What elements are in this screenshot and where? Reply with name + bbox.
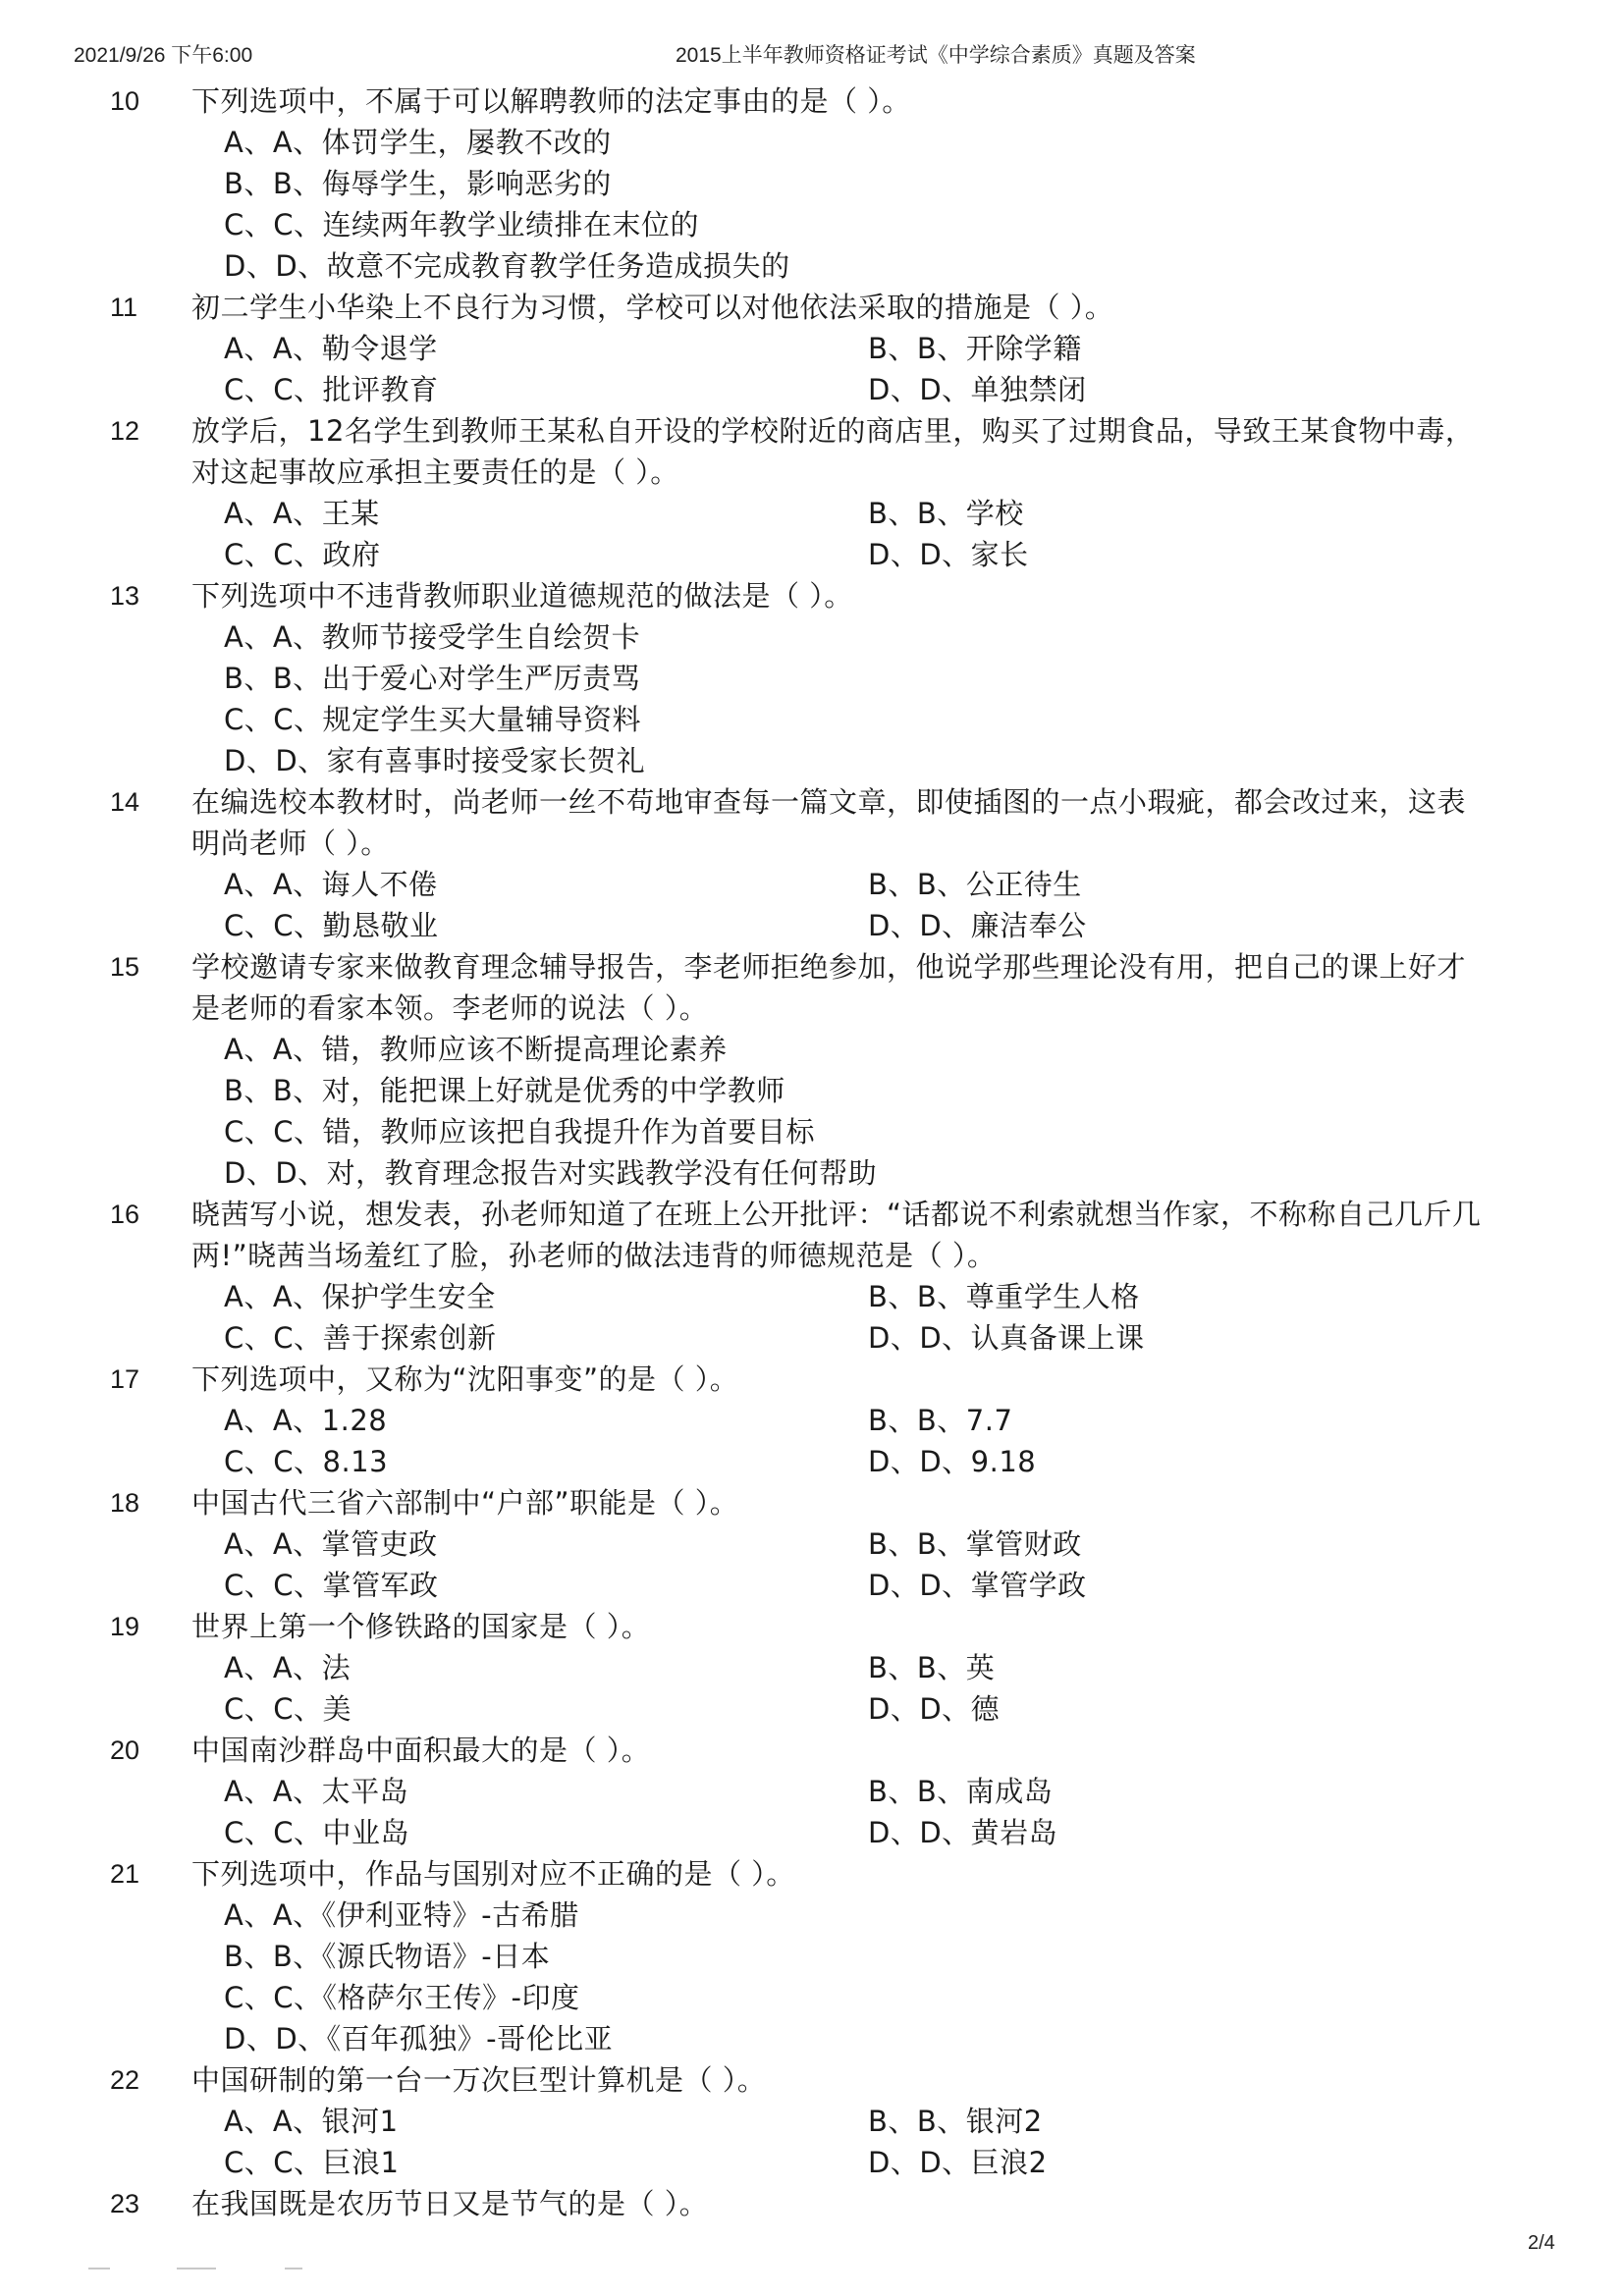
option-row	[0, 1647, 1624, 1688]
question-stem-line	[0, 1359, 1624, 1400]
question-12	[0, 410, 1624, 575]
question-number: 23	[110, 2189, 140, 2218]
option-row	[0, 1276, 1624, 1317]
question-21	[0, 1853, 1624, 2059]
question-19	[0, 1606, 1624, 1730]
question-stem-line	[0, 946, 1624, 988]
question-text: 下列选项中，不属于可以解聘教师的法定事由的是（ ）。	[191, 84, 911, 118]
scan-artifact	[88, 2268, 110, 2269]
question-17	[0, 1359, 1624, 1482]
question-text: 下列选项中，作品与国别对应不正确的是（ ）。	[191, 1857, 795, 1891]
answer-option: B、B、公正待生	[868, 868, 1082, 901]
question-text: 两!”晓茜当场羞红了脸，孙老师的做法违背的师德规范是（ ）。	[191, 1239, 997, 1272]
option-row	[0, 122, 1624, 163]
option-row	[0, 1936, 1624, 1977]
option-row	[0, 204, 1624, 245]
answer-option: A、A、教师节接受学生自绘贺卡	[224, 620, 641, 654]
print-datetime: 2021/9/26 下午6:00	[74, 44, 253, 67]
answer-option: B、B、南成岛	[868, 1775, 1054, 1808]
answer-option: D、D、对，教育理念报告对实践教学没有任何帮助	[224, 1156, 878, 1190]
question-stem-line	[0, 1194, 1624, 1235]
option-row	[0, 2018, 1624, 2059]
answer-option: C、C、善于探索创新	[224, 1321, 497, 1355]
option-row	[0, 864, 1624, 905]
question-text: 晓茜写小说，想发表，孙老师知道了在班上公开批评：“话都说不利索就想当作家，不称称自己几斤几	[191, 1198, 1482, 1231]
question-stem-line	[0, 988, 1624, 1029]
option-row	[0, 1565, 1624, 1606]
answer-option: B、B、英	[868, 1651, 996, 1684]
question-list	[0, 80, 1624, 2224]
answer-option: A、A、银河1	[224, 2105, 399, 2138]
question-18	[0, 1482, 1624, 1606]
option-row	[0, 1111, 1624, 1152]
answer-option: D、D、9.18	[868, 1445, 1037, 1478]
question-stem-line	[0, 287, 1624, 328]
answer-option: D、D、家长	[868, 538, 1029, 571]
question-stem-line	[0, 1730, 1624, 1771]
question-stem-line	[0, 575, 1624, 616]
option-row	[0, 1812, 1624, 1853]
answer-option: C、C、中业岛	[224, 1816, 409, 1849]
question-stem-line	[0, 410, 1624, 452]
option-row	[0, 1441, 1624, 1482]
answer-option: A、A、体罚学生，屡教不改的	[224, 126, 612, 159]
question-number: 16	[110, 1200, 140, 1229]
answer-option: D、D、认真备课上课	[868, 1321, 1145, 1355]
answer-option: A、A、1.28	[224, 1404, 388, 1437]
option-row	[0, 163, 1624, 204]
question-23	[0, 2183, 1624, 2224]
answer-option: C、C、8.13	[224, 1445, 389, 1478]
question-20	[0, 1730, 1624, 1853]
question-stem-line	[0, 80, 1624, 122]
option-row	[0, 1523, 1624, 1565]
question-number: 18	[110, 1488, 140, 1518]
answer-option: D、D、黄岩岛	[868, 1816, 1058, 1849]
answer-option: D、D、单独禁闭	[868, 373, 1087, 406]
answer-option: B、B、7.7	[868, 1404, 1013, 1437]
answer-option: C、C、批评教育	[224, 373, 439, 406]
question-14	[0, 781, 1624, 946]
option-row	[0, 1070, 1624, 1111]
option-row	[0, 1400, 1624, 1441]
question-stem-line	[0, 1482, 1624, 1523]
page-header	[0, 39, 1624, 69]
answer-option: A、A、法	[224, 1651, 352, 1684]
option-row	[0, 616, 1624, 658]
answer-option: A、A、王某	[224, 497, 380, 530]
option-row	[0, 740, 1624, 781]
question-stem-line	[0, 823, 1624, 864]
question-text: 中国研制的第一台一万次巨型计算机是（ ）。	[191, 2063, 767, 2097]
question-stem-line	[0, 1606, 1624, 1647]
question-number: 15	[110, 952, 140, 982]
option-row	[0, 658, 1624, 699]
answer-option: D、D、故意不完成教育教学任务造成损失的	[224, 249, 790, 283]
answer-option: B、B、对，能把课上好就是优秀的中学教师	[224, 1074, 785, 1107]
option-row	[0, 1771, 1624, 1812]
answer-option: C、C、掌管军政	[224, 1569, 439, 1602]
question-11	[0, 287, 1624, 410]
question-text: 世界上第一个修铁路的国家是（ ）。	[191, 1610, 651, 1643]
scan-artifact	[177, 2268, 216, 2269]
question-text: 下列选项中，又称为“沈阳事变”的是（ ）。	[191, 1362, 739, 1396]
question-number: 12	[110, 416, 140, 446]
option-row	[0, 699, 1624, 740]
page-number: 2/4	[1528, 2232, 1555, 2254]
question-13	[0, 575, 1624, 781]
question-text: 学校邀请专家来做教育理念辅导报告，李老师拒绝参加，他说学那些理论没有用，把自己的课上好才	[191, 950, 1467, 984]
question-number: 21	[110, 1859, 140, 1889]
answer-option: B、B、《源氏物语》-日本	[224, 1940, 551, 1973]
option-row	[0, 1895, 1624, 1936]
answer-option: B、B、出于爱心对学生严厉责骂	[224, 662, 641, 695]
answer-option: D、D、廉洁奉公	[868, 909, 1087, 942]
option-row	[0, 534, 1624, 575]
option-row	[0, 1317, 1624, 1359]
answer-option: C、C、政府	[224, 538, 381, 571]
answer-option: A、A、错，教师应该不断提高理论素养	[224, 1033, 728, 1066]
answer-option: B、B、开除学籍	[868, 332, 1082, 365]
option-row	[0, 2142, 1624, 2183]
option-row	[0, 493, 1624, 534]
answer-option: B、B、学校	[868, 497, 1024, 530]
option-row	[0, 1152, 1624, 1194]
option-row	[0, 328, 1624, 369]
answer-option: C、C、《格萨尔王传》-印度	[224, 1981, 580, 2014]
question-number: 17	[110, 1364, 140, 1394]
question-text: 中国南沙群岛中面积最大的是（ ）。	[191, 1734, 651, 1767]
question-text: 对这起事故应承担主要责任的是（ ）。	[191, 455, 679, 489]
question-number: 22	[110, 2065, 140, 2095]
option-row	[0, 369, 1624, 410]
answer-option: A、A、掌管吏政	[224, 1527, 438, 1561]
answer-option: C、C、错，教师应该把自我提升作为首要目标	[224, 1115, 815, 1148]
question-stem-line	[0, 1853, 1624, 1895]
answer-option: B、B、掌管财政	[868, 1527, 1082, 1561]
question-10	[0, 80, 1624, 287]
question-stem-line	[0, 2059, 1624, 2101]
question-text: 下列选项中不违背教师职业道德规范的做法是（ ）。	[191, 579, 853, 613]
question-number: 20	[110, 1735, 140, 1765]
question-text: 在我国既是农历节日又是节气的是（ ）。	[191, 2187, 709, 2220]
question-15	[0, 946, 1624, 1194]
answer-option: C、C、连续两年教学业绩排在末位的	[224, 208, 699, 241]
answer-option: D、D、德	[868, 1692, 1001, 1726]
document-title: 2015上半年教师资格证考试《中学综合素质》真题及答案	[676, 44, 1196, 67]
question-number: 13	[110, 581, 140, 611]
answer-option: C、C、规定学生买大量辅导资料	[224, 703, 641, 736]
answer-option: D、D、家有喜事时接受家长贺礼	[224, 744, 646, 777]
answer-option: C、C、巨浪1	[224, 2146, 400, 2179]
question-text: 在编选校本教材时，尚老师一丝不苟地审查每一篇文章，即使插图的一点小瑕疵，都会改过来，这表	[191, 785, 1467, 819]
answer-option: A、A、《伊利亚特》-古希腊	[224, 1898, 579, 1932]
question-text: 中国古代三省六部制中“户部”职能是（ ）。	[191, 1486, 739, 1520]
scan-artifact	[285, 2268, 302, 2269]
question-16	[0, 1194, 1624, 1359]
option-row	[0, 1688, 1624, 1730]
answer-option: D、D、《百年孤独》-哥伦比亚	[224, 2022, 614, 2056]
question-number: 11	[110, 293, 138, 322]
question-stem-line	[0, 781, 1624, 823]
option-row	[0, 905, 1624, 946]
question-stem-line	[0, 452, 1624, 493]
answer-option: A、A、勒令退学	[224, 332, 438, 365]
question-22	[0, 2059, 1624, 2183]
question-text: 放学后，12名学生到教师王某私自开设的学校附近的商店里，购买了过期食品，导致王某食物中毒，	[191, 414, 1475, 448]
option-row	[0, 2101, 1624, 2142]
answer-option: C、C、美	[224, 1692, 352, 1726]
answer-option: A、A、诲人不倦	[224, 868, 438, 901]
question-number: 10	[110, 86, 140, 116]
question-stem-line	[0, 1235, 1624, 1276]
answer-option: B、B、侮辱学生，影响恶劣的	[224, 167, 612, 200]
question-text: 明尚老师（ ）。	[191, 827, 390, 860]
question-stem-line	[0, 2183, 1624, 2224]
answer-option: A、A、太平岛	[224, 1775, 409, 1808]
question-text: 初二学生小华染上不良行为习惯，学校可以对他依法采取的措施是（ ）。	[191, 291, 1114, 324]
option-row	[0, 1029, 1624, 1070]
answer-option: D、D、巨浪2	[868, 2146, 1048, 2179]
question-number: 14	[110, 787, 140, 817]
answer-option: B、B、尊重学生人格	[868, 1280, 1140, 1313]
answer-option: B、B、银河2	[868, 2105, 1043, 2138]
question-text: 是老师的看家本领。李老师的说法（ ）。	[191, 991, 709, 1025]
option-row	[0, 245, 1624, 287]
answer-option: C、C、勤恳敬业	[224, 909, 439, 942]
question-number: 19	[110, 1612, 140, 1641]
answer-option: D、D、掌管学政	[868, 1569, 1087, 1602]
answer-option: A、A、保护学生安全	[224, 1280, 496, 1313]
option-row	[0, 1977, 1624, 2018]
